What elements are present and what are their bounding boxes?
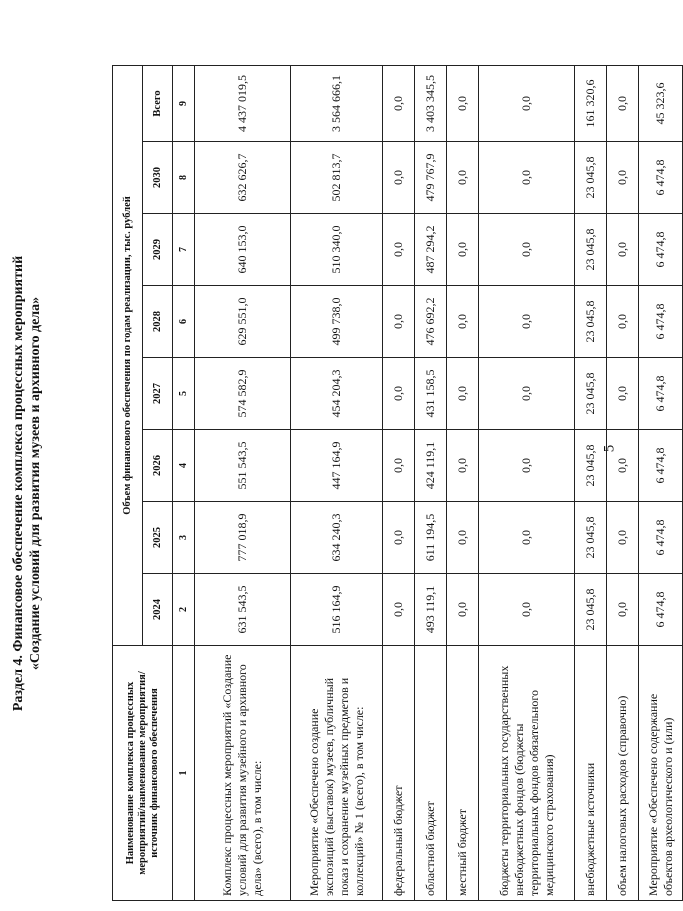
header-column-number: 9 bbox=[173, 65, 195, 141]
row-value: 0,0 bbox=[607, 502, 639, 574]
row-value: 0,0 bbox=[479, 142, 575, 214]
header-volume-group: Объем финансового обеспечения по годам реализации, тыс. рублей bbox=[113, 65, 143, 645]
row-value: 0,0 bbox=[479, 65, 575, 141]
row-value: 0,0 bbox=[447, 574, 479, 646]
row-value: 431 158,5 bbox=[415, 358, 447, 430]
row-value: 6 474,8 bbox=[639, 358, 683, 430]
row-value: 777 018,9 bbox=[195, 502, 291, 574]
row-value: 629 551,0 bbox=[195, 286, 291, 358]
row-value: 0,0 bbox=[447, 286, 479, 358]
section-title-line2: «Создание условий для развития музеев и архивного дела» bbox=[28, 296, 43, 671]
row-value: 45 323,6 bbox=[639, 65, 683, 141]
row-value: 23 045,8 bbox=[575, 358, 607, 430]
row-value: 6 474,8 bbox=[639, 502, 683, 574]
row-value: 574 582,9 bbox=[195, 358, 291, 430]
page-number: 5 bbox=[601, 444, 618, 453]
row-value: 0,0 bbox=[447, 502, 479, 574]
row-value: 4 437 019,5 bbox=[195, 65, 291, 141]
header-column-number: 7 bbox=[173, 214, 195, 286]
row-name: областной бюджет bbox=[415, 646, 447, 901]
row-value: 0,0 bbox=[607, 358, 639, 430]
row-name: федеральный бюджет bbox=[383, 646, 415, 901]
row-value: 640 153,0 bbox=[195, 214, 291, 286]
row-value: 0,0 bbox=[479, 286, 575, 358]
header-column-number: 1 bbox=[173, 646, 195, 901]
row-name: Комплекс процессных мероприятий «Создание условий для развития музейного и архивного дела» (всего), в том числе: bbox=[195, 646, 291, 901]
row-value: 0,0 bbox=[479, 358, 575, 430]
header-year: 2025 bbox=[143, 502, 173, 574]
header-name: Наименование комплекса процессных мероприятий/наименование мероприятия/источник финансового обеспечения bbox=[113, 646, 173, 901]
row-value: 23 045,8 bbox=[575, 502, 607, 574]
header-year: 2024 bbox=[143, 574, 173, 646]
row-value: 0,0 bbox=[383, 358, 415, 430]
row-value: 0,0 bbox=[479, 430, 575, 502]
row-value: 487 294,2 bbox=[415, 214, 447, 286]
row-value: 0,0 bbox=[383, 142, 415, 214]
row-value: 454 204,3 bbox=[291, 358, 383, 430]
section-title bbox=[10, 56, 44, 911]
header-year: Всего bbox=[143, 65, 173, 141]
row-value: 424 119,1 bbox=[415, 430, 447, 502]
row-name: местный бюджет bbox=[447, 646, 479, 901]
row-value: 634 240,3 bbox=[291, 502, 383, 574]
header-column-number: 5 bbox=[173, 358, 195, 430]
row-value: 0,0 bbox=[479, 214, 575, 286]
row-value: 6 474,8 bbox=[639, 142, 683, 214]
header-year: 2026 bbox=[143, 430, 173, 502]
row-value: 3 564 666,1 bbox=[291, 65, 383, 141]
row-value: 0,0 bbox=[607, 286, 639, 358]
row-value: 499 738,0 bbox=[291, 286, 383, 358]
row-value: 493 119,1 bbox=[415, 574, 447, 646]
row-value: 0,0 bbox=[607, 214, 639, 286]
row-value: 551 543,5 bbox=[195, 430, 291, 502]
row-value: 631 543,5 bbox=[195, 574, 291, 646]
row-value: 6 474,8 bbox=[639, 574, 683, 646]
section-title-line1: Раздел 4. Финансовое обеспечение комплекса процессных мероприятий bbox=[11, 255, 26, 712]
row-value: 632 626,7 bbox=[195, 142, 291, 214]
table-row bbox=[415, 65, 447, 900]
row-value: 0,0 bbox=[383, 574, 415, 646]
row-value: 23 045,8 bbox=[575, 142, 607, 214]
header-year: 2027 bbox=[143, 358, 173, 430]
row-value: 161 320,6 bbox=[575, 65, 607, 141]
row-value: 0,0 bbox=[383, 214, 415, 286]
header-year: 2030 bbox=[143, 142, 173, 214]
row-value: 0,0 bbox=[479, 574, 575, 646]
row-value: 0,0 bbox=[447, 430, 479, 502]
row-value: 502 813,7 bbox=[291, 142, 383, 214]
row-value: 6 474,8 bbox=[639, 214, 683, 286]
row-value: 0,0 bbox=[383, 502, 415, 574]
row-name: внебюджетные источники bbox=[575, 646, 607, 901]
row-value: 0,0 bbox=[447, 65, 479, 141]
header-column-number: 2 bbox=[173, 574, 195, 646]
row-name: Мероприятие «Обеспечено создание экспозиций (выставок) музеев, публичный показ и сохранение музейных предметов и коллекций» № 1 (всего), в том числе: bbox=[291, 646, 383, 901]
rotated-document bbox=[0, 56, 675, 911]
table-row bbox=[195, 65, 291, 900]
row-value: 0,0 bbox=[479, 502, 575, 574]
table-row bbox=[383, 65, 415, 900]
row-value: 3 403 345,5 bbox=[415, 65, 447, 141]
header-column-number: 8 bbox=[173, 142, 195, 214]
row-value: 23 045,8 bbox=[575, 214, 607, 286]
row-name: Мероприятие «Обеспечено содержание объектов археологического и (или) bbox=[639, 646, 683, 901]
row-value: 479 767,9 bbox=[415, 142, 447, 214]
row-value: 611 194,5 bbox=[415, 502, 447, 574]
row-value: 23 045,8 bbox=[575, 430, 607, 502]
table-row bbox=[447, 65, 479, 900]
table-row bbox=[575, 65, 607, 900]
row-value: 0,0 bbox=[447, 214, 479, 286]
header-column-number: 6 bbox=[173, 286, 195, 358]
row-value: 6 474,8 bbox=[639, 430, 683, 502]
header-column-number: 3 bbox=[173, 502, 195, 574]
row-value: 0,0 bbox=[607, 142, 639, 214]
row-name: объем налоговых расходов (справочно) bbox=[607, 646, 639, 901]
row-value: 516 164,9 bbox=[291, 574, 383, 646]
row-value: 510 340,0 bbox=[291, 214, 383, 286]
table-row bbox=[479, 65, 575, 900]
header-year: 2029 bbox=[143, 214, 173, 286]
row-value: 0,0 bbox=[383, 286, 415, 358]
row-value: 0,0 bbox=[447, 358, 479, 430]
row-value: 23 045,8 bbox=[575, 574, 607, 646]
row-value: 0,0 bbox=[607, 430, 639, 502]
row-value: 23 045,8 bbox=[575, 286, 607, 358]
table-row bbox=[607, 65, 639, 900]
header-column-number: 4 bbox=[173, 430, 195, 502]
row-value: 0,0 bbox=[447, 142, 479, 214]
row-value: 6 474,8 bbox=[639, 286, 683, 358]
financing-table bbox=[112, 65, 683, 901]
row-value: 0,0 bbox=[607, 65, 639, 141]
table-row bbox=[291, 65, 383, 900]
row-name: бюджеты территориальных государственных внебюджетных фондов (бюджеты территориальных фондов обязательного медицинского страхования) bbox=[479, 646, 575, 901]
row-value: 0,0 bbox=[383, 430, 415, 502]
row-value: 0,0 bbox=[383, 65, 415, 141]
row-value: 447 164,9 bbox=[291, 430, 383, 502]
header-year: 2028 bbox=[143, 286, 173, 358]
table-row bbox=[639, 65, 683, 900]
row-value: 0,0 bbox=[607, 574, 639, 646]
row-value: 476 692,2 bbox=[415, 286, 447, 358]
